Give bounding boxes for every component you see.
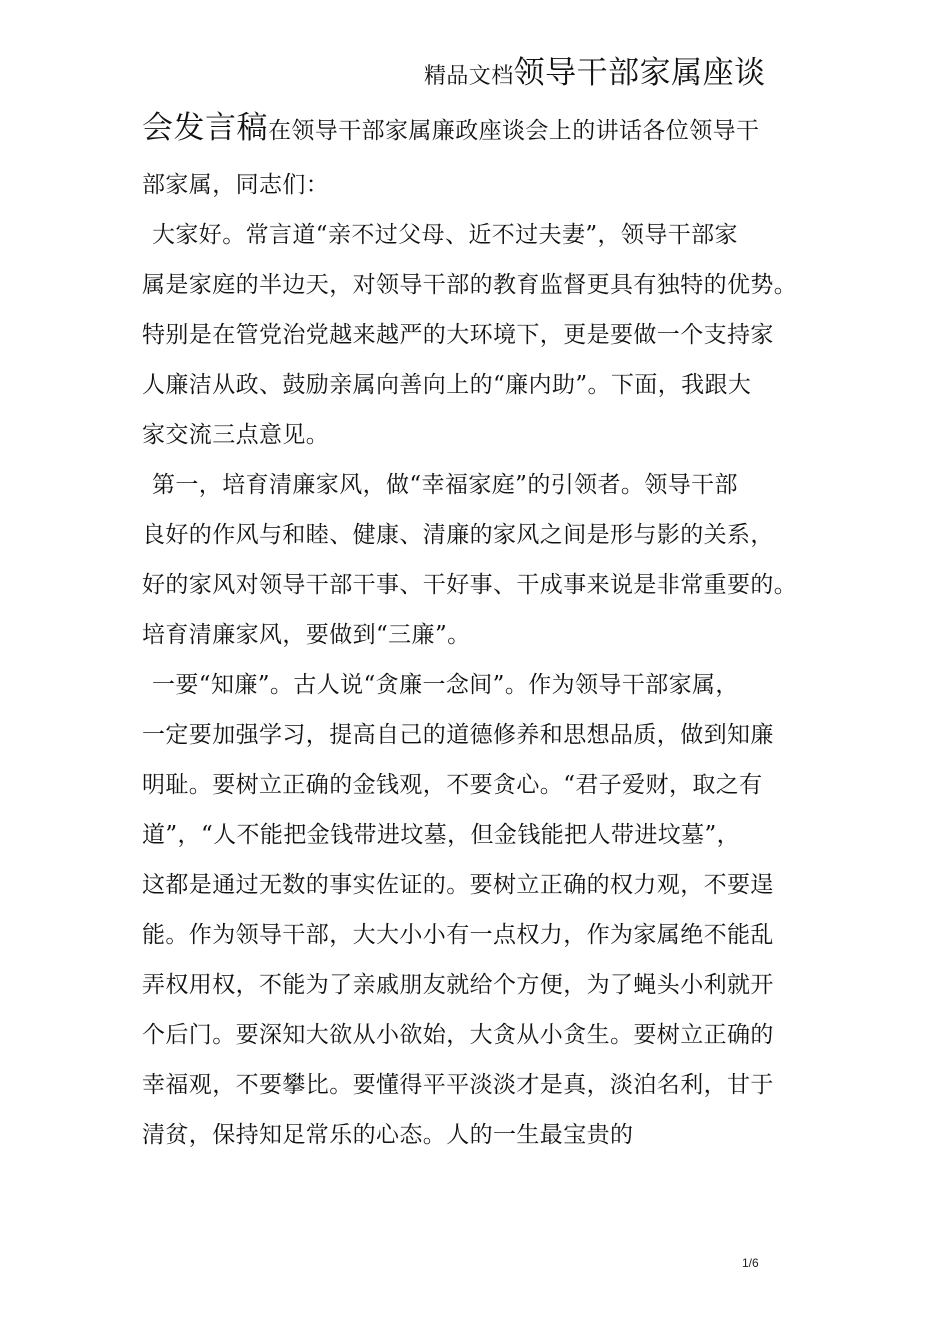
document-title-part-1: 领导干部家属座谈 <box>513 55 766 91</box>
body-line: 部家属，同志们： <box>142 172 330 198</box>
body-line: 个后门。要深知大欲从小欲始，大贪从小贪生。要树立正确的 <box>142 1022 774 1048</box>
header-line-1 <box>424 55 766 92</box>
body-line: 属是家庭的半边天，对领导干部的教育监督更具有独特的优势。 <box>142 272 798 298</box>
body-line: 在领导干部家属廉政座谈会上的讲话各位领导干 <box>268 118 760 144</box>
body-line: 一定要加强学习，提高自己的道德修养和思想品质，做到知廉 <box>142 722 774 748</box>
body-line: 家交流三点意见。 <box>142 422 330 448</box>
watermark-text: 精品文档 <box>424 64 514 89</box>
body-line: 培育清廉家风，要做到“三廉”。 <box>142 622 471 648</box>
document-title-part-2: 会发言稿 <box>142 110 268 146</box>
paragraph-start: 第一，培育清廉家风，做“幸福家庭”的引领者。领导干部 <box>152 472 738 498</box>
page-number: 1/6 <box>742 1256 759 1270</box>
body-line: 能。作为领导干部，大大小小有一点权力，作为家属绝不能乱 <box>142 922 774 948</box>
body-line: 弄权用权，不能为了亲戚朋友就给个方便，为了蝇头小利就开 <box>142 972 774 998</box>
body-line: 特别是在管党治党越来越严的大环境下，更是要做一个支持家 <box>142 322 774 348</box>
paragraph-start: 大家好。常言道“亲不过父母、近不过夫妻”，领导干部家 <box>152 222 738 248</box>
body-line: 道”，“人不能把金钱带进坟墓，但金钱能把人带进坟墓”， <box>142 822 741 848</box>
body-line: 清贫，保持知足常乐的心态。人的一生最宝贵的 <box>142 1122 634 1148</box>
body-line: 幸福观，不要攀比。要懂得平平淡淡才是真，淡泊名利，甘于 <box>142 1072 774 1098</box>
body-line: 良好的作风与和睦、健康、清廉的家风之间是形与影的关系， <box>142 522 774 548</box>
body-line: 明耻。要树立正确的金钱观，不要贪心。“君子爱财，取之有 <box>142 772 763 798</box>
header-line-2 <box>142 110 760 146</box>
body-line: 这都是通过无数的事实佐证的。要树立正确的权力观，不要逞 <box>142 872 774 898</box>
body-line: 人廉洁从政、鼓励亲属向善向上的“廉内助”。下面，我跟大 <box>142 372 752 398</box>
body-line: 好的家风对领导干部干事、干好事、干成事来说是非常重要的。 <box>142 572 798 598</box>
paragraph-start: 一要“知廉”。古人说“贪廉一念间”。作为领导干部家属， <box>152 672 739 698</box>
